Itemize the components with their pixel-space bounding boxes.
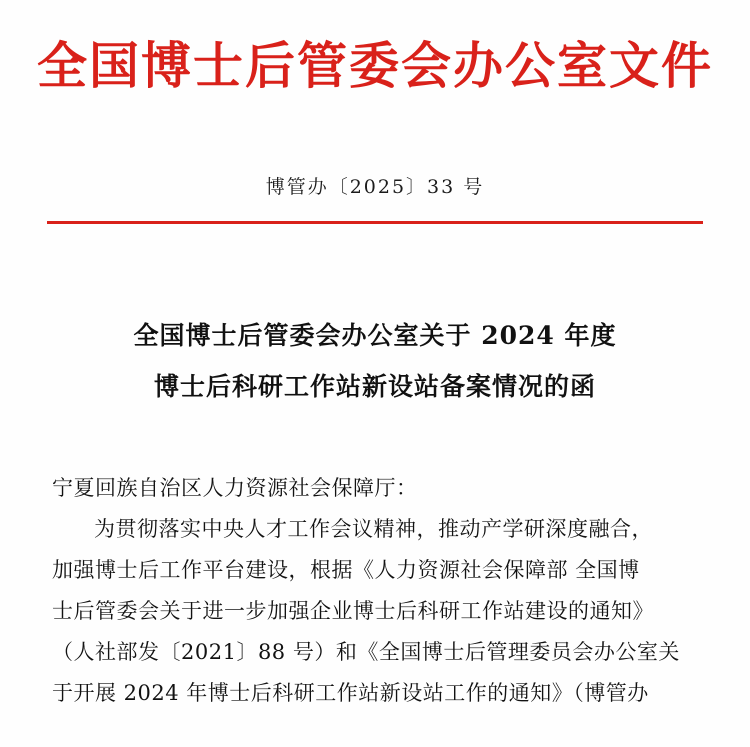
body-line-2: 加强博士后工作平台建设，根据《人力资源社会保障部 全国博: [52, 557, 640, 582]
document-subject: [0, 310, 750, 413]
red-divider-rule: [47, 221, 703, 224]
subject-line-2: 博士后科研工作站新设站备案情况的函: [153, 371, 596, 401]
subject-line-1: 全国博士后管委会办公室关于 2024 年度: [133, 320, 617, 350]
body-line-3: 士后管委会关于进一步加强企业博士后科研工作站建设的通知》: [52, 598, 654, 623]
document-body: [0, 468, 750, 714]
document-header-title: 全国博士后管委会办公室文件: [37, 36, 713, 95]
body-line-1: 为贯彻落实中央人才工作会议精神，推动产学研深度融合，: [94, 516, 653, 541]
body-line-5: 于开展 2024 年博士后科研工作站新设站工作的通知》（博管办: [52, 680, 649, 705]
body-line-4: （人社部发〔2021〕88 号）和《全国博士后管理委员会办公室关: [52, 639, 680, 664]
document-number: 博管办〔2025〕33 号: [265, 176, 485, 198]
recipient-line: 宁夏回族自治区人力资源社会保障厅：: [52, 476, 418, 500]
document-header: [0, 0, 750, 94]
